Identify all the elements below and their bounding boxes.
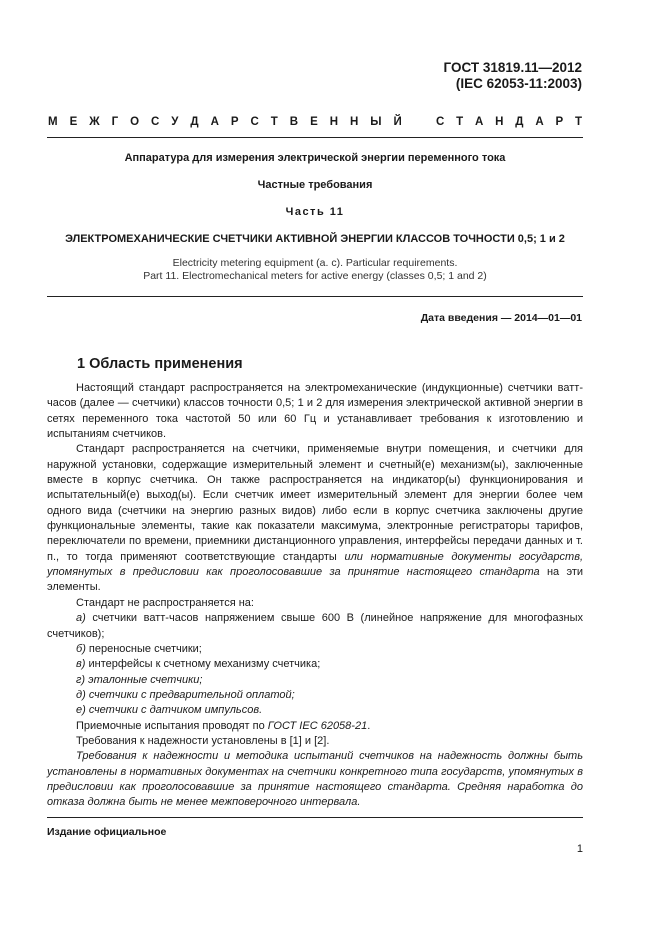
section-heading: 1 Область применения <box>77 356 243 372</box>
introduction-date: Дата введения — 2014—01—01 <box>420 312 582 324</box>
list-marker: г) <box>76 673 86 686</box>
list-text: эталонные счетчики; <box>88 673 203 686</box>
list-marker: д) <box>76 688 86 701</box>
list-text: счетчики с предварительной оплатой; <box>88 688 295 701</box>
banner-letter: А <box>535 116 544 128</box>
banner-letter: Т <box>456 116 464 128</box>
list-item <box>47 673 583 688</box>
banner-letter: Ы <box>370 116 382 128</box>
list-item <box>47 688 583 703</box>
list-item <box>47 657 583 672</box>
banner-letter: Г <box>111 116 119 128</box>
banner-letter: Н <box>349 116 359 128</box>
banner-letter: А <box>475 116 484 128</box>
banner-letter: Р <box>555 116 564 128</box>
part-number: Часть 11 <box>285 206 345 218</box>
iec-number: (IEC 62053-11:2003) <box>455 76 582 91</box>
banner-letter: Е <box>69 116 78 128</box>
document-title: Аппаратура для измерения электрической энергии переменного тока <box>124 152 506 164</box>
specific-title: ЭЛЕКТРОМЕХАНИЧЕСКИЕ СЧЕТЧИКИ АКТИВНОЙ ЭНЕРГИИ КЛАССОВ ТОЧНОСТИ 0,5; 1 и 2 <box>65 233 565 245</box>
list-item <box>47 703 583 718</box>
list-text: счетчики ватт-часов напряжением свыше 600 В (линейное напряжение для многофазных счетчиков); <box>47 612 583 640</box>
list-marker: б) <box>76 642 86 655</box>
list-marker: е) <box>76 704 86 717</box>
list-marker: а) <box>76 612 86 625</box>
banner-letter: Н <box>495 116 504 128</box>
standard-designation <box>444 60 582 92</box>
paragraph-6: Требования к надежности и методика испытаний счетчиков на надежность должны быть установлены в нормативных документах на счетчики конкретного типа государств, упомянутых в предисловии как проголосовавшие за принятие настоящего стандарта. Средняя наработка до отказа должна быть не менее межповерочного интервала. <box>47 750 583 809</box>
list-text: интерфейсы к счетному механизму счетчика; <box>88 658 321 671</box>
banner-letter: Й <box>393 116 402 128</box>
paragraph-2-text-a: Стандарт распространяется на счетчики, применяемые внутри помещения, и счетчики для наружной установки, содержащие измерительный элемент и счетный(е) механизм(ы), заключенные вместе в корпус счетчика. Он также распространяется на индикатор(ы) функционирования и испытательный(е) выход(ы). Если счетчик имеет измерительный элемент для энергии более чем одного вида (счетчики на энергию разных видов) либо если в корпус счетчика заключены другие функциональные элементы, такие как показатели максимума, электронные регистраторы тарифов, переключатели по времени, приемники дистанционного управления, интерфейсы передачи данных и т. п., то тогда применяют соответствующие стандарты <box>47 443 583 563</box>
banner-letter: С <box>436 116 445 128</box>
banner-letter: М <box>48 116 58 128</box>
banner-letter: О <box>130 116 140 128</box>
english-title <box>47 257 583 283</box>
paragraph-4-text-a: Приемочные испытания проводят по <box>76 719 268 732</box>
banner-letter: А <box>210 116 219 128</box>
footer-divider <box>47 817 583 818</box>
banner-letter: Н <box>329 116 339 128</box>
paragraph-2-text-b: на эти элементы. <box>47 566 584 594</box>
list-text: переносные счетчики; <box>88 642 202 655</box>
paragraph-5: Требования к надежности установлены в [1] и [2]. <box>76 734 330 747</box>
banner-word-interstate <box>48 115 402 129</box>
document-subtitle: Частные требования <box>257 179 373 191</box>
paragraph-3: Стандарт не распространяется на: <box>76 596 254 609</box>
banner-letter: Д <box>515 116 524 128</box>
banner-letter: Р <box>230 116 239 128</box>
banner-letter: Т <box>574 116 582 128</box>
banner-letter: С <box>250 116 259 128</box>
banner-letter: Ж <box>89 116 100 128</box>
interstate-standard-banner <box>48 115 582 129</box>
paragraph-4-text-b: . <box>367 719 371 732</box>
banner-letter: С <box>151 116 160 128</box>
paragraph-4 <box>47 719 583 734</box>
banner-letter: Т <box>270 116 278 128</box>
paragraph-2-italic: или нормативные документы государств, упомянутых в предисловии как проголосовавшие за принятие настоящего стандарта <box>47 550 583 579</box>
paragraph-4-reference: ГОСТ IEC 62058-21 <box>267 719 368 732</box>
banner-letter: Е <box>310 116 318 128</box>
paragraph-2 <box>47 442 583 595</box>
banner-letter: Д <box>190 116 199 128</box>
list-item <box>47 642 583 657</box>
banner-word-standard <box>436 115 582 129</box>
list-item <box>47 611 583 642</box>
top-divider <box>47 137 583 138</box>
english-title-line-2: Part 11. Electromechanical meters for active energy (classes 0,5; 1 and 2) <box>143 270 487 282</box>
page-number: 1 <box>576 843 583 855</box>
banner-letter: В <box>289 116 299 128</box>
paragraph-1: Настоящий стандарт распространяется на электромеханические (индукционные) счетчики ватт-часов (далее — счетчики) классов точности 0,5; 1 и 2 для измерения электрической активной энергии в сетях переменного тока частотой 50 или 60 Гц и устанавливает требования к изготовлению и испытаниям счетчиков. <box>47 382 583 441</box>
list-text: счетчики с датчиком импульсов. <box>88 704 263 717</box>
banner-letter: У <box>171 116 179 128</box>
english-title-line-1: Electricity metering equipment (a. c). Particular requirements. <box>172 257 458 269</box>
exclusion-list <box>47 611 583 718</box>
section-body <box>47 381 583 811</box>
standard-number: ГОСТ 31819.11—2012 <box>443 60 582 75</box>
list-marker: в) <box>76 658 86 671</box>
title-divider <box>47 296 583 297</box>
edition-note: Издание официальное <box>47 826 167 838</box>
